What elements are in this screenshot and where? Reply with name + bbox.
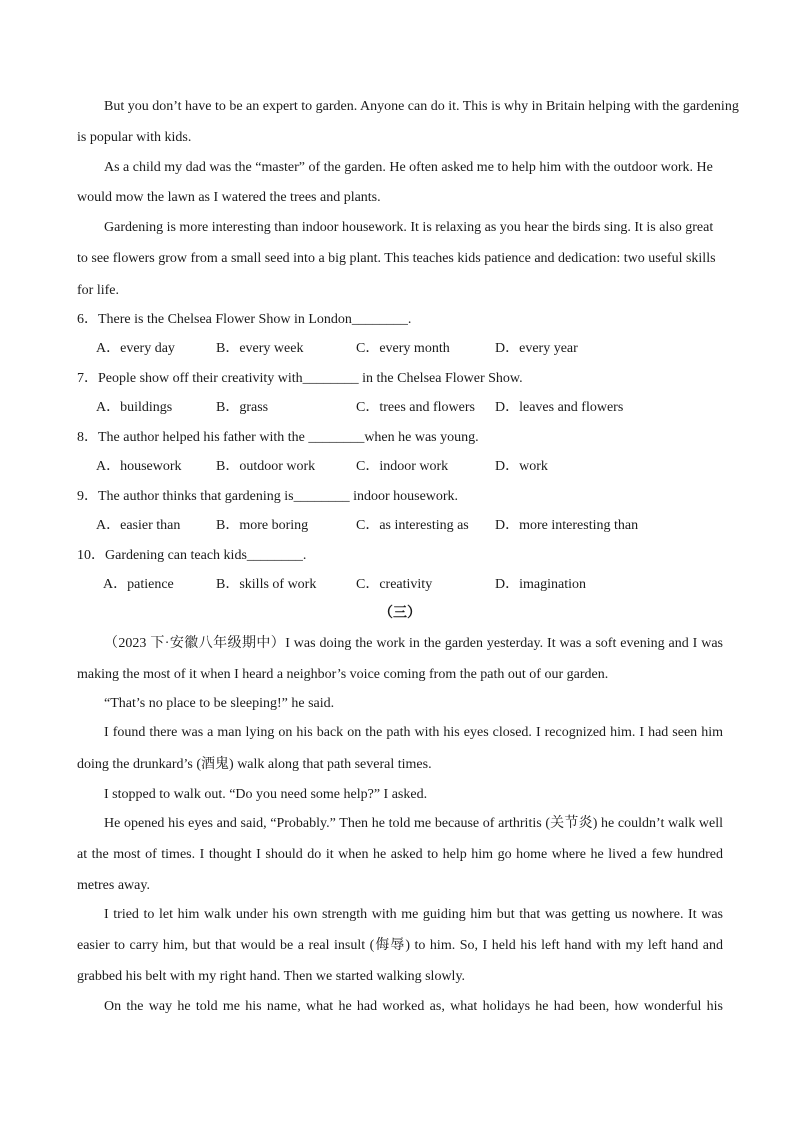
paragraph-line: at the most of times. I thought I should do it when he asked to help him go home where he lived a few hundred [77,847,723,862]
paragraph-line: making the most of it when I heard a neighbor’s voice coming from the path out of our garden. [77,667,609,682]
question-stem: 8．The author helped his father with the ________when he was young. [77,430,479,445]
option-d: D．work [495,459,548,474]
option-b: B．more boring [216,518,309,533]
option-b: B．every week [216,341,304,356]
option-a: A．patience [103,577,174,592]
option-b: B．outdoor work [216,459,316,474]
question-stem: 7．People show off their creativity with________ in the Chelsea Flower Show. [77,371,523,386]
paragraph-line: is popular with kids. [77,130,192,145]
paragraph-line: metres away. [77,878,150,893]
option-d: D．imagination [495,577,586,592]
paragraph-line: As a child my dad was the “master” of the garden. He often asked me to help him with the outdoor work. He [104,160,713,175]
paragraph-line: “That’s no place to be sleeping!” he said. [104,696,335,711]
option-b: B．grass [216,400,269,415]
paragraph-line: But you don’t have to be an expert to garden. Anyone can do it. This is why in Britain helping with the gardening [104,99,739,114]
paragraph-line: to see flowers grow from a small seed into a big plant. This teaches kids patience and dedication: two useful skills [77,251,716,266]
option-c: C．indoor work [356,459,449,474]
paragraph-line: I stopped to walk out. “Do you need some help?” I asked. [104,787,428,802]
option-a: A．housework [96,459,182,474]
option-c: C．as interesting as [356,518,469,533]
option-a: A．easier than [96,518,181,533]
option-a: A．buildings [96,400,173,415]
paragraph-line: doing the drunkard’s (酒鬼) walk along that path several times. [77,757,432,772]
option-c: C．trees and flowers [356,400,475,415]
option-b: B．skills of work [216,577,317,592]
option-d: D．every year [495,341,578,356]
paragraph-line: Gardening is more interesting than indoor housework. It is relaxing as you hear the birds sing. It is also great [104,220,714,235]
paragraph-line: would mow the lawn as I watered the trees and plants. [77,190,381,205]
option-d: D．more interesting than [495,518,639,533]
question-stem: 6．There is the Chelsea Flower Show in London________. [77,312,412,327]
option-c: C．every month [356,341,450,356]
option-d: D．leaves and flowers [495,400,624,415]
paragraph-line: for life. [77,283,119,298]
paragraph-line: （2023 下·安徽八年级期中）I was doing the work in the garden yesterday. It was a soft evening and I was [104,636,723,651]
paragraph-line: easier to carry him, but that would be a real insult (侮辱) to him. So, I held his left hand with my left hand and [77,938,723,953]
question-stem: 10．Gardening can teach kids________. [77,548,307,563]
paragraph-line: grabbed his belt with my right hand. Then we started walking slowly. [77,969,466,984]
paragraph-line: He opened his eyes and said, “Probably.” Then he told me because of arthritis (关节炎) he couldn’t walk well [104,816,723,831]
paragraph-line: On the way he told me his name, what he had worked as, what holidays he had been, how wonderful his [104,999,723,1014]
question-stem: 9．The author thinks that gardening is________ indoor housework. [77,489,459,504]
paragraph-line: I tried to let him walk under his own strength with me guiding him but that was getting us nowhere. It was [104,907,723,922]
option-c: C．creativity [356,577,433,592]
paragraph-line: I found there was a man lying on his back on the path with his eyes closed. I recognized him. I had seen him [104,725,723,740]
section-heading: （三） [379,606,421,621]
option-a: A．every day [96,341,175,356]
